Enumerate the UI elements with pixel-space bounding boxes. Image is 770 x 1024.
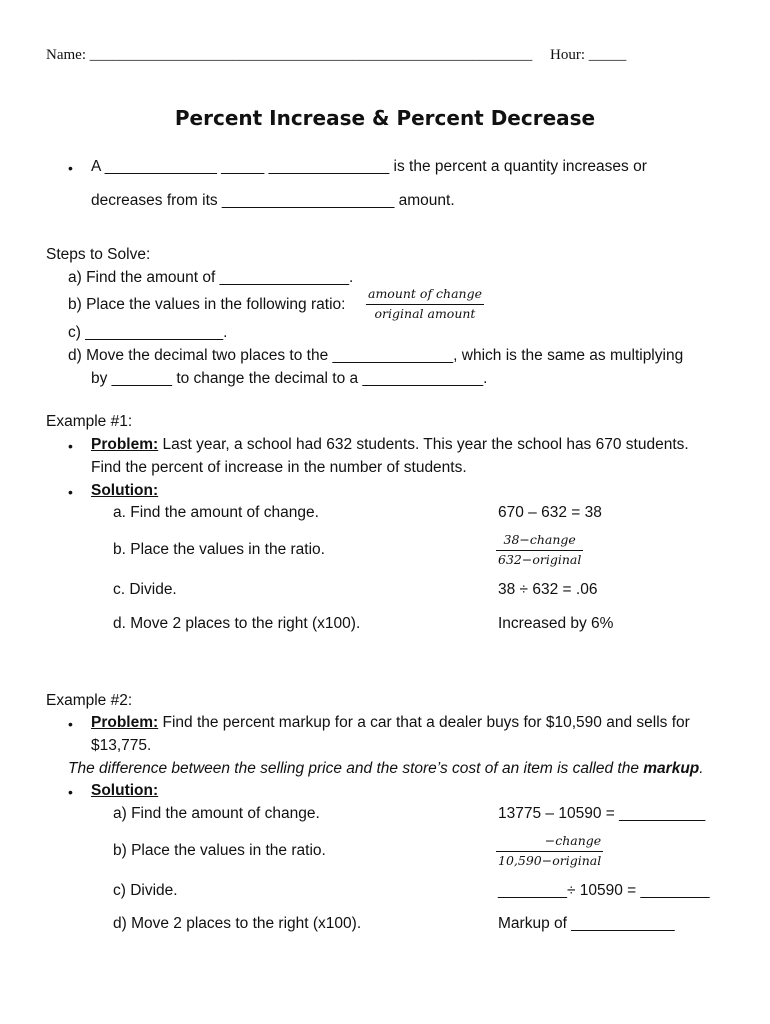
markup-definition-note bbox=[68, 760, 704, 778]
ratio-denominator: 10,590−original bbox=[498, 852, 602, 868]
ratio-denominator: original amount bbox=[374, 305, 476, 321]
problem-text: Last year, a school had 632 students. This year the school has 670 students. bbox=[158, 436, 689, 453]
example-1-heading: Example #1: bbox=[46, 413, 133, 430]
step-c: c) ________________. bbox=[68, 324, 228, 341]
example-2-answer-a: 13775 – 10590 = __________ bbox=[498, 805, 706, 822]
name-field-label: Name: ___________________________________________________________ bbox=[46, 47, 533, 63]
note-text: The difference between the selling price and the store’s cost of an item is called the bbox=[68, 760, 644, 777]
example-1-step-d: d. Move 2 places to the right (x100). bbox=[113, 615, 361, 632]
example-1-problem bbox=[91, 436, 689, 454]
example-2-ratio-fraction bbox=[496, 835, 603, 867]
problem-label: Problem: bbox=[91, 436, 159, 453]
solution-label: Solution: bbox=[91, 782, 159, 799]
definition-line-1: A _____________ _____ ______________ is the percent a quantity increases or bbox=[91, 158, 647, 175]
example-1-answer-d: Increased by 6% bbox=[498, 615, 614, 632]
bullet: • bbox=[68, 484, 73, 500]
example-2-heading: Example #2: bbox=[46, 692, 133, 709]
steps-heading: Steps to Solve: bbox=[46, 246, 151, 263]
note-end: . bbox=[699, 760, 704, 777]
ratio-denominator: 632−original bbox=[498, 551, 582, 567]
definition-line-2: decreases from its ____________________ amount. bbox=[91, 192, 455, 209]
example-2-answer-c: ________÷ 10590 = ________ bbox=[498, 882, 710, 899]
step-d-line-2: by _______ to change the decimal to a ______________. bbox=[91, 370, 488, 387]
example-1-answer-a: 670 – 632 = 38 bbox=[498, 504, 602, 521]
example-1-problem-line-2: Find the percent of increase in the number of students. bbox=[91, 459, 467, 476]
example-2-answer-d: Markup of ____________ bbox=[498, 915, 675, 932]
step-d-line-1: d) Move the decimal two places to the ______________, which is the same as multiplying bbox=[68, 347, 684, 364]
bullet: • bbox=[68, 438, 73, 454]
ratio-numerator: −change bbox=[544, 833, 602, 848]
example-2-step-b: b) Place the values in the ratio. bbox=[113, 842, 326, 859]
hour-field-label: Hour: _____ bbox=[550, 47, 627, 63]
example-2-step-a: a) Find the amount of change. bbox=[113, 805, 320, 822]
example-2-step-c: c) Divide. bbox=[113, 882, 178, 899]
step-a: a) Find the amount of _______________. bbox=[68, 269, 354, 286]
note-bold-term: markup bbox=[643, 760, 700, 777]
page-title: Percent Increase & Percent Decrease bbox=[174, 106, 596, 130]
ratio-numerator: amount of change bbox=[368, 286, 483, 301]
example-2-problem bbox=[91, 714, 690, 732]
bullet: • bbox=[68, 160, 73, 176]
example-1-ratio-fraction bbox=[496, 534, 583, 566]
problem-label: Problem: bbox=[91, 714, 159, 731]
step-b: b) Place the values in the following ratio: bbox=[68, 296, 346, 313]
example-1-step-a: a. Find the amount of change. bbox=[113, 504, 319, 521]
ratio-fraction bbox=[366, 288, 484, 320]
bullet: • bbox=[68, 784, 73, 800]
solution-label: Solution: bbox=[91, 482, 159, 499]
bullet: • bbox=[68, 716, 73, 732]
ratio-numerator: 38−change bbox=[503, 532, 576, 547]
example-1-answer-c: 38 ÷ 632 = .06 bbox=[498, 581, 598, 598]
example-1-step-b: b. Place the values in the ratio. bbox=[113, 541, 325, 558]
example-2-step-d: d) Move 2 places to the right (x100). bbox=[113, 915, 362, 932]
example-1-step-c: c. Divide. bbox=[113, 581, 177, 598]
example-2-problem-line-2: $13,775. bbox=[91, 737, 152, 754]
problem-text: Find the percent markup for a car that a dealer buys for $10,590 and sells for bbox=[158, 714, 690, 731]
